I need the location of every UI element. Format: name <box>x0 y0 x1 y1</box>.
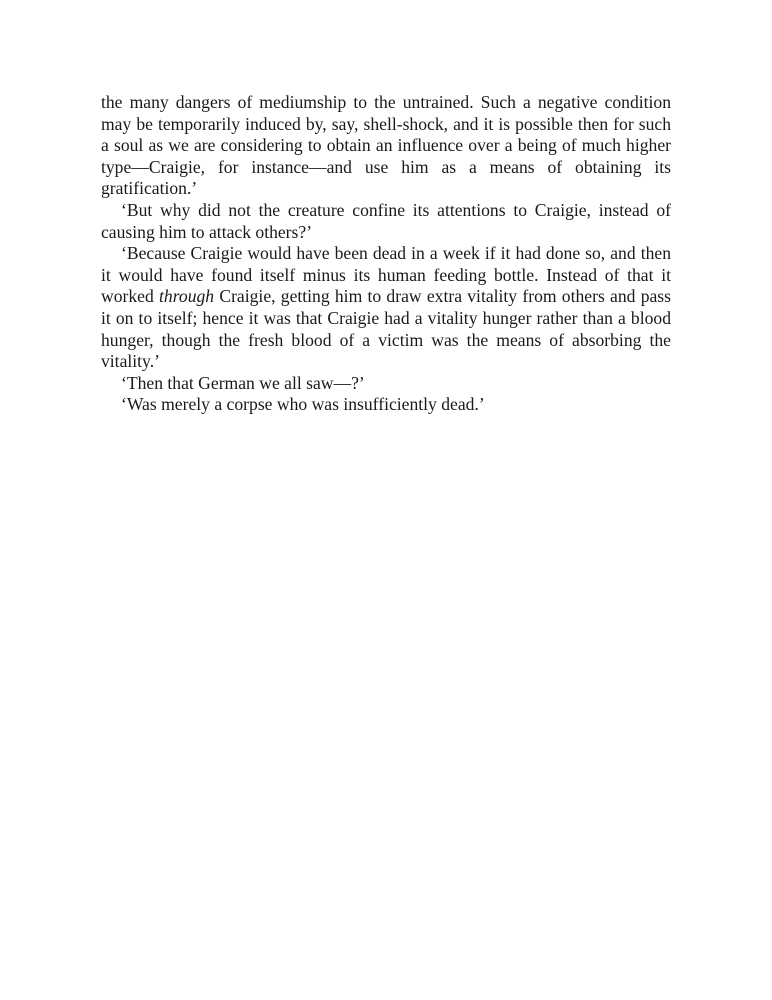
paragraph-5-text: ‘Was merely a corpse who was insufficiently dead.’ <box>121 394 485 415</box>
paragraph-3-emphasis: through <box>159 286 215 307</box>
paragraph-2-text: ‘But why did not the creature confine its attentions to Craigie, instead of causing him to attack others?’ <box>101 199 671 242</box>
paragraph-3-text-a: ‘Because Craigie would have been dead in a week if it had done so, and then it would have found itself minus its human feeding bottle. Instead of that it worked <box>101 243 671 307</box>
paragraph-5 <box>101 394 671 416</box>
paragraph-4-text: ‘Then that German we all saw—?’ <box>121 372 365 393</box>
paragraph-1-text: the many dangers of mediumship to the untrained. Such a negative condition may be temporarily induced by, say, shell-shock, and it is possible then for such a soul as we are considering to obtain an influence over a being of much higher type—Craigie, for instance—and use him as a means of obtaining its gratification.’ <box>101 92 671 199</box>
paragraph-2 <box>101 200 671 243</box>
paragraph-3-text-b: Craigie, getting him to draw extra vitality from others and pass it on to itself; hence it was that Craigie had a vitality hunger rather than a blood hunger, though the fresh blood of a victim was the means of absorbing the vitality.’ <box>101 286 671 372</box>
paragraph-4 <box>101 373 671 395</box>
paragraph-3 <box>101 243 671 373</box>
book-page <box>101 92 671 416</box>
paragraph-1 <box>101 92 671 200</box>
